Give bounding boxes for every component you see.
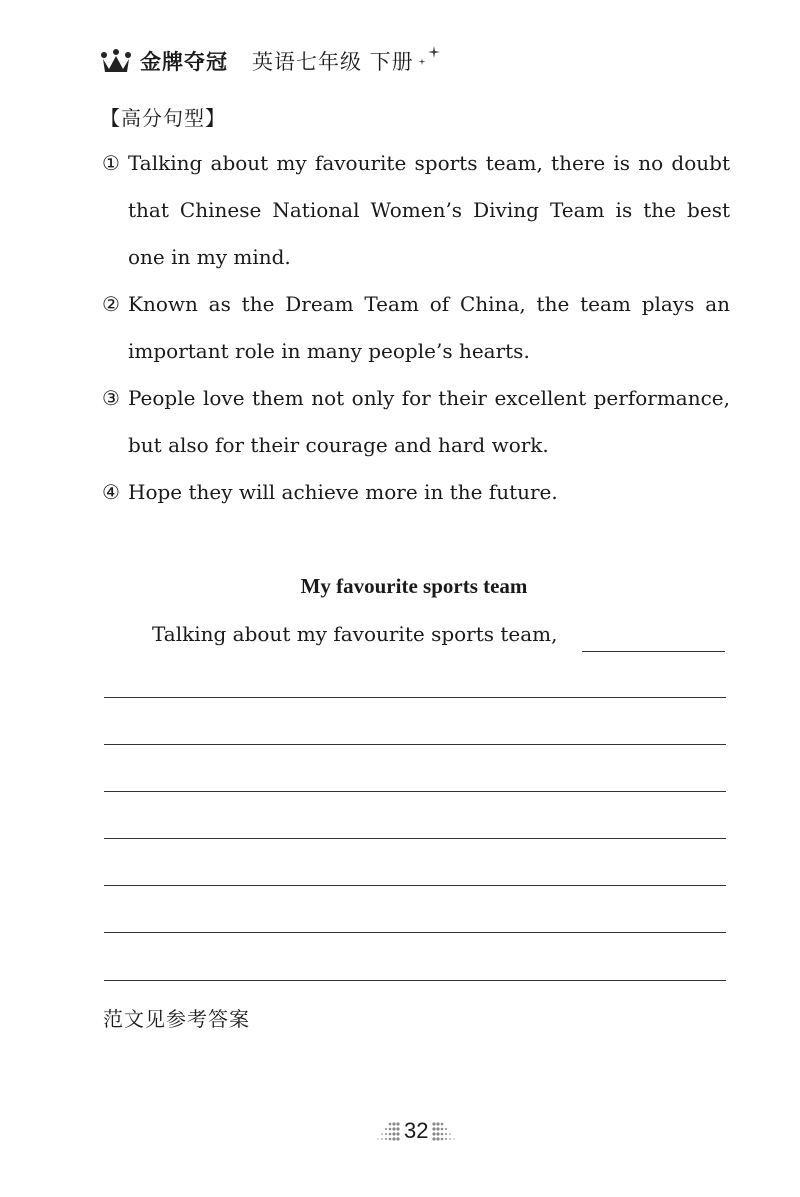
sentence-text: Known as the Dream Team of China, the team plays an important role in many people’s hearts. <box>128 292 730 363</box>
writing-blank[interactable] <box>582 651 725 652</box>
writing-line[interactable] <box>104 791 726 792</box>
dot-pattern-right-icon <box>432 1120 464 1142</box>
page-number: 32 <box>404 1118 429 1143</box>
sentence-number: ② <box>102 292 120 316</box>
writing-line[interactable] <box>104 980 726 981</box>
key-sentences <box>102 140 730 516</box>
book-title: 英语七年级 下册 <box>252 50 414 74</box>
page-header <box>100 44 442 78</box>
page-footer <box>368 1118 464 1144</box>
sentence-number: ③ <box>102 386 120 410</box>
brand-name: 金牌夺冠 <box>140 50 228 74</box>
writing-line[interactable] <box>104 697 726 698</box>
section-title: 【高分句型】 <box>100 106 226 130</box>
dot-pattern-left-icon <box>368 1120 400 1142</box>
crown-icon <box>100 48 132 74</box>
sentence-number: ④ <box>102 480 120 504</box>
sentence-item <box>102 281 730 375</box>
sentence-text: People love them not only for their excellent performance, but also for their courage and hard work. <box>128 386 730 457</box>
sentence-text: Hope they will achieve more in the future. <box>128 480 558 504</box>
essay-title: My favourite sports team <box>300 574 528 598</box>
sentence-item <box>102 469 730 516</box>
sentence-item <box>102 375 730 469</box>
writing-line[interactable] <box>104 885 726 886</box>
answer-note: 范文见参考答案 <box>103 1007 250 1031</box>
sentence-number: ① <box>102 151 120 175</box>
writing-line[interactable] <box>104 932 726 933</box>
sentence-item <box>102 140 730 281</box>
sentence-text: Talking about my favourite sports team, there is no doubt that Chinese National Women’s Diving Team is the best one in my mind. <box>128 151 730 269</box>
writing-line[interactable] <box>104 744 726 745</box>
essay-opening: Talking about my favourite sports team, <box>152 622 558 646</box>
sparkle-icon <box>416 44 442 70</box>
writing-line[interactable] <box>104 838 726 839</box>
